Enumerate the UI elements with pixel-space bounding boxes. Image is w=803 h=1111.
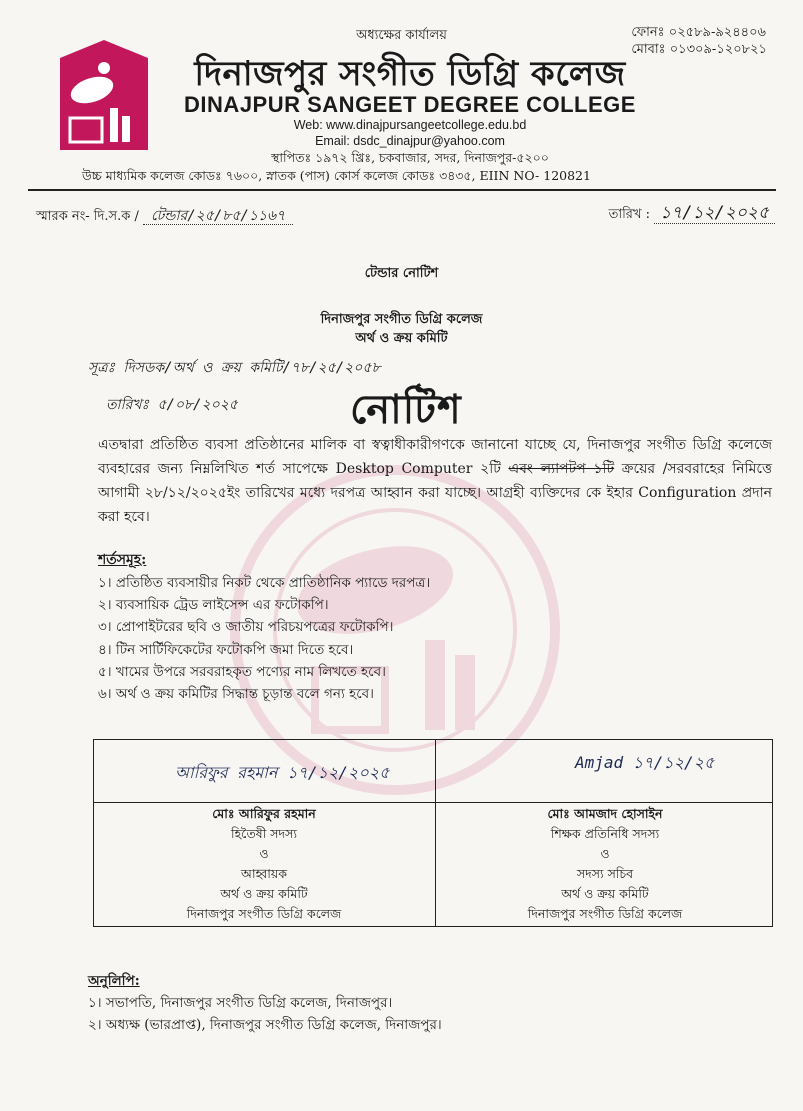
term-item: ৫। খামের উপরে সরবরাহকৃত পণ্যের নাম লিখতে হবে। bbox=[98, 663, 386, 680]
signatory-and: ও bbox=[600, 846, 610, 861]
signatory-name: মোঃ আরিফুর রহমান bbox=[212, 806, 316, 821]
header-divider bbox=[28, 189, 776, 191]
website: Web: www.dinajpursangeetcollege.edu.bd bbox=[293, 118, 527, 132]
college-title: দিনাজপুর সংগীত ডিগ্রি কলেজ bbox=[320, 312, 483, 327]
term-item: ৬। অর্থ ও ক্রয় কমিটির সিদ্ধান্ত চূড়ান্ত বলে গন্য হবে। bbox=[98, 686, 375, 703]
body-text-2: ক্রয়ের /সরবরাহের নিমিত্তে আগামী ২৮/১২/২০২৫ইং তারিখের মধ্যে দরপত্র আহ্বান করা যাচ্ছে। আগ্রহী ব্যক্তিদের কে ইহার Configuration প্রদান করা হবে। bbox=[98, 461, 773, 525]
signatory-role: সদস্য সচিব bbox=[576, 866, 634, 881]
memo-number bbox=[36, 204, 293, 228]
terms-heading: শর্তসমূহ: bbox=[98, 552, 147, 568]
email: Email: dsdc_dinajpur@yahoo.com bbox=[315, 134, 505, 148]
reference-source: সূত্রঃ দিসডক/অর্থ ও ক্রয় কমিটি/৭৮/২৫/২০৫৮ bbox=[88, 360, 381, 376]
memo-label: স্মারক নং- দি.স.ক / bbox=[36, 209, 139, 224]
date-label: তারিখ : bbox=[608, 207, 651, 222]
college-name-english: DINAJPUR SANGEET DEGREE COLLEGE bbox=[184, 92, 636, 117]
signatory-committee: অর্থ ও ক্রয় কমিটি bbox=[561, 886, 649, 901]
table-row-divider bbox=[94, 802, 772, 803]
signatory-role: হিতৈষী সদস্য bbox=[231, 826, 297, 841]
college-logo bbox=[58, 38, 150, 166]
established-address: স্থাপিতঃ ১৯৭২ খ্রিঃ, চকবাজার, সদর, দিনাজপুর-৫২০০ bbox=[271, 150, 549, 165]
tender-notice-title: টেন্ডার নোটিশ bbox=[364, 266, 439, 281]
signatory-role: আহ্বায়ক bbox=[241, 866, 287, 881]
signatory-committee: অর্থ ও ক্রয় কমিটি bbox=[220, 886, 308, 901]
signatory-college: দিনাজপুর সংগীত ডিগ্রি কলেজ bbox=[186, 906, 342, 921]
cc-item: ১। সভাপতি, দিনাজপুর সংগীত ডিগ্রি কলেজ, দিনাজপুর। bbox=[88, 995, 393, 1011]
term-item: ২। ব্যবসায়িক ট্রেড লাইসেন্স এর ফটোকপি। bbox=[98, 597, 329, 614]
notice-body bbox=[98, 433, 772, 529]
left-signature: আরিফুর রহমান ১৭/১২/২০২৫ bbox=[175, 763, 390, 782]
right-signature: Amjad ১৭/১২/২৫ bbox=[575, 753, 715, 772]
term-item: ১। প্রতিষ্ঠিত ব্যবসায়ীর নিকট থেকে প্রাতিষ্ঠানিক প্যাডে দরপত্র। bbox=[98, 575, 431, 591]
terms-list bbox=[98, 572, 430, 705]
college-name-bengali: দিনাজপুর সংগীত ডিগ্রি কলেজ bbox=[194, 54, 626, 94]
cc-item: ২। অধ্যক্ষ (ভারপ্রাপ্ত), দিনাজপুর সংগীত ডিগ্রি কলেজ, দিনাজপুর। bbox=[88, 1017, 442, 1033]
signatory-and: ও bbox=[259, 846, 269, 861]
signatory-left bbox=[94, 804, 434, 924]
body-struck-text: এবং ল্যাপটপ ১টি bbox=[508, 461, 615, 477]
memo-date bbox=[609, 200, 775, 228]
signatory-role: শিক্ষক প্রতিনিধি সদস্য bbox=[550, 826, 660, 841]
reference-date: তারিখঃ ৫/০৮/২০২৫ bbox=[106, 397, 238, 413]
body-text-1: এতদ্বারা প্রতিষ্ঠিত ব্যবসা প্রতিষ্ঠানের মালিক বা স্বত্বাধীকারীগণকে জানানো যাচ্ছে যে, দিনাজপুর সংগীত ডিগ্রি কলেজে ব্যবহারের জন্য নিম্নলিখিত শর্ত সাপেক্ষে Desktop Computer ২টি bbox=[98, 437, 772, 477]
term-item: ৩। প্রোপাইটরের ছবি ও জাতীয় পরিচয়পত্রের ফটোকপি। bbox=[98, 619, 394, 636]
mobile-number: মোবাঃ ০১৩০৯-১২০৮২১ bbox=[631, 42, 767, 57]
signatory-name: মোঃ আমজাদ হোসাইন bbox=[547, 806, 663, 821]
office-label: অধ্যক্ষের কার্যালয় bbox=[356, 28, 447, 43]
term-item: ৪। টিন সার্টিফিকেটের ফটোকপি জমা দিতে হবে। bbox=[98, 641, 354, 658]
cc-list bbox=[88, 992, 442, 1036]
signatory-college: দিনাজপুর সংগীত ডিগ্রি কলেজ bbox=[527, 906, 683, 921]
cc-heading: অনুলিপি: bbox=[88, 973, 140, 989]
memo-value: টেন্ডার/২৫/৮৫/১১৬৭ bbox=[143, 208, 293, 225]
notice-heading: নোটিশ bbox=[350, 387, 462, 433]
date-value: ১৭/১২/২০২৫ bbox=[654, 203, 775, 224]
committee-title: অর্থ ও ক্রয় কমিটি bbox=[355, 331, 448, 346]
phone-number: ফোনঃ ০২৫৮৯-৯২৪৪০৬ bbox=[631, 25, 767, 40]
signatory-right bbox=[435, 804, 775, 924]
college-codes: উচ্চ মাধ্যমিক কলেজ কোডঃ ৭৬০০, স্নাতক (পাস) কোর্স কলেজ কোডঃ ৩৪৩৫, EIIN NO- 120821 bbox=[82, 168, 591, 183]
